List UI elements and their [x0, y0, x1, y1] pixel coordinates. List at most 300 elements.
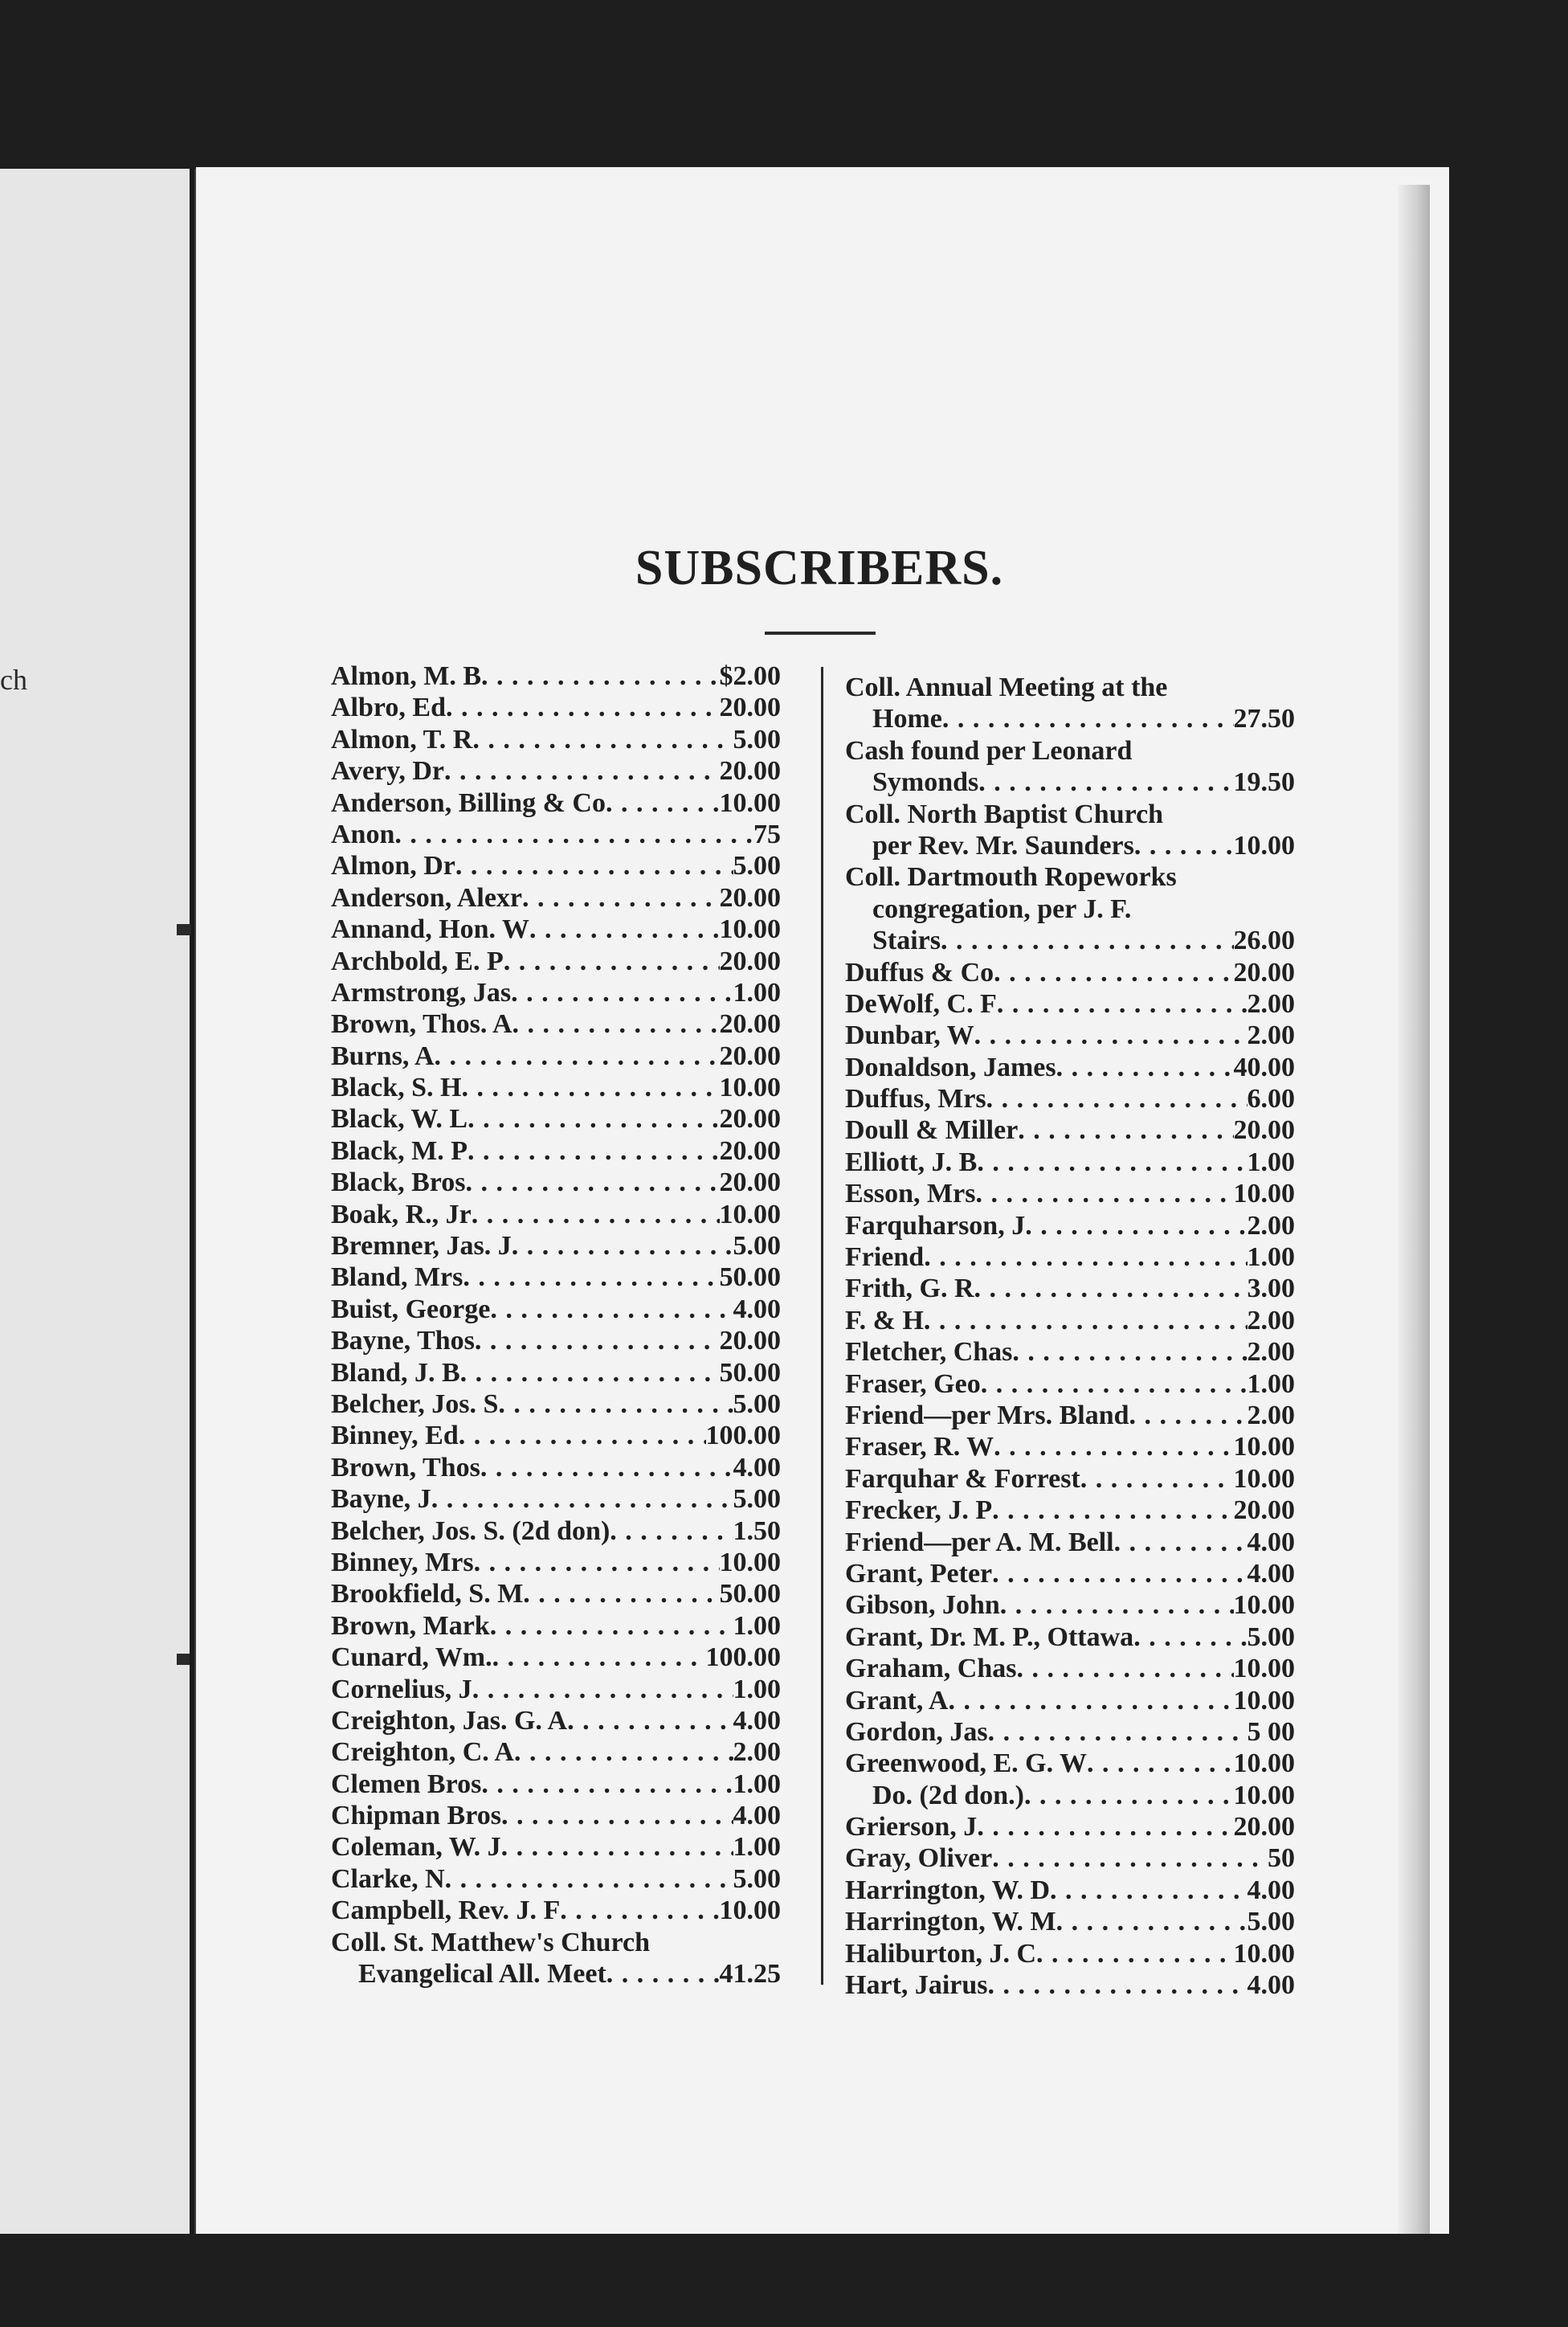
subscriber-name: Clemen Bros	[331, 1769, 482, 1799]
subscription-amount: 41.25	[719, 1959, 781, 1990]
book-gutter-rule	[190, 169, 194, 2234]
dot-leader	[606, 1958, 720, 1990]
page-title: SUBSCRIBERS.	[635, 541, 1004, 595]
dot-leader	[981, 1368, 1247, 1400]
subscriber-name: Coll. St. Matthew's Church	[331, 1927, 650, 1957]
subscriber-name: Donaldson, James	[845, 1052, 1056, 1082]
subscription-amount: 10.00	[1233, 1590, 1295, 1621]
subscriber-name: Campbell, Rev. J. F	[331, 1896, 561, 1926]
subscriber-entry	[845, 1653, 1295, 1684]
subscription-amount: 100.00	[705, 1421, 781, 1451]
subscription-amount: 20.00	[719, 1009, 781, 1040]
subscriber-entry	[331, 1958, 781, 1990]
subscription-amount: 5.00	[733, 1484, 781, 1515]
subscription-amount: 4.00	[733, 1452, 781, 1482]
subscriber-name: Elliott, J. B	[845, 1147, 978, 1177]
subscriber-name: Almon, M. B	[331, 661, 481, 691]
subscriber-entry	[845, 1147, 1295, 1178]
subscription-amount: 2.00	[1247, 1337, 1295, 1368]
dot-leader	[992, 1495, 1233, 1526]
subscriber-name: Brown, Thos. A	[331, 1009, 512, 1040]
dot-leader	[988, 1716, 1247, 1748]
subscriber-entry	[845, 830, 1295, 861]
subscriber-entry	[331, 1072, 781, 1103]
column-divider	[821, 667, 823, 1985]
dot-leader	[475, 1325, 720, 1356]
dot-leader	[522, 882, 720, 914]
subscription-amount: 20.00	[719, 1041, 781, 1071]
subscription-amount: 1.00	[733, 977, 781, 1008]
subscriber-entry	[845, 861, 1295, 893]
subscriber-entry	[845, 957, 1295, 988]
subscriber-name: Do. (2d don.)	[872, 1780, 1024, 1810]
subscriber-column-right	[845, 672, 1295, 2001]
subscription-amount: 20.00	[719, 1135, 781, 1166]
subscriber-name: Anon	[331, 819, 395, 849]
dot-leader	[523, 1578, 719, 1609]
subscriber-name: Grierson, J	[845, 1812, 978, 1842]
subscription-amount: 19.50	[1233, 767, 1295, 798]
film-border-top	[0, 0, 1568, 169]
subscription-amount: 10.00	[1233, 1654, 1295, 1684]
subscription-amount: 10.00	[1233, 1685, 1295, 1716]
dot-leader	[481, 660, 720, 692]
subscriber-entry	[331, 1515, 781, 1547]
dot-leader	[504, 946, 720, 977]
subscriber-entry	[331, 1863, 781, 1895]
subscription-amount: 20.00	[719, 946, 781, 976]
subscription-amount: 1.00	[1247, 1242, 1295, 1273]
subscriber-entry	[845, 703, 1295, 734]
subscriber-entry	[331, 1294, 781, 1325]
subscriber-name: per Rev. Mr. Saunders	[872, 830, 1134, 861]
subscriber-name: Gray, Oliver	[845, 1843, 993, 1874]
subscriber-name: Avery, Dr	[331, 756, 444, 787]
dot-leader	[512, 1008, 720, 1040]
dot-leader	[924, 1241, 1247, 1273]
subscriber-entry	[331, 819, 781, 850]
dot-leader	[512, 1230, 733, 1262]
subscriber-entry	[331, 1041, 781, 1072]
subscriber-entry	[845, 735, 1295, 767]
dot-leader	[460, 1357, 720, 1388]
dot-leader	[977, 1147, 1247, 1178]
subscriber-entry	[331, 1736, 781, 1768]
subscription-amount: 1.50	[733, 1515, 781, 1546]
dot-leader	[472, 1674, 733, 1705]
subscriber-name: Dunbar, W	[845, 1020, 974, 1051]
subscription-amount: 20.00	[719, 756, 781, 787]
subscription-amount: 2.00	[1247, 988, 1295, 1019]
subscription-amount: 4.00	[733, 1801, 781, 1831]
subscriber-name: Brookfield, S. M	[331, 1579, 524, 1609]
subscriber-column-left	[331, 660, 781, 1990]
subscriber-entry	[331, 1135, 781, 1167]
subscriber-entry	[331, 787, 781, 819]
subscriber-name: Creighton, Jas. G. A	[331, 1705, 568, 1736]
subscription-amount: 50.00	[719, 1262, 781, 1293]
subscriber-entry	[845, 1052, 1295, 1083]
dot-leader	[498, 1388, 733, 1420]
dot-leader	[978, 767, 1233, 798]
subscriber-entry	[331, 882, 781, 914]
subscription-amount: 4.00	[1247, 1970, 1295, 2001]
subscriber-entry	[331, 1008, 781, 1040]
subscriber-name: Grant, A	[845, 1685, 949, 1716]
subscription-amount: 50.00	[719, 1357, 781, 1388]
subscriber-name: Harrington, W. M	[845, 1907, 1056, 1937]
subscriber-name: Binney, Ed	[331, 1421, 459, 1451]
subscriber-entry	[845, 1431, 1295, 1462]
dot-leader	[472, 1199, 720, 1230]
subscription-amount: 1.00	[733, 1832, 781, 1863]
subscriber-name: Graham, Chas	[845, 1654, 1017, 1684]
dot-leader	[1133, 1622, 1247, 1653]
subscription-amount: 5.00	[733, 851, 781, 881]
dot-leader	[511, 977, 733, 1008]
subscriber-entry	[845, 799, 1295, 830]
subscriber-name: Duffus & Co	[845, 957, 994, 988]
subscriber-name: Coll. North Baptist Church	[845, 799, 1164, 829]
subscriber-entry	[845, 1716, 1295, 1748]
subscriber-name: Anderson, Alexr	[331, 882, 522, 913]
dot-leader	[455, 850, 733, 881]
subscriber-name: Cash found per Leonard	[845, 735, 1133, 766]
subscriber-entry	[331, 1357, 781, 1388]
subscription-amount: 5 00	[1247, 1716, 1295, 1747]
subscription-amount: 40.00	[1233, 1052, 1295, 1082]
subscriber-entry	[331, 850, 781, 881]
subscriber-name: Belcher, Jos. S. (2d don)	[331, 1515, 610, 1546]
subscription-amount: 10.00	[719, 1547, 781, 1577]
subscriber-name: Symonds	[872, 767, 979, 798]
subscriber-name: Harrington, W. D	[845, 1875, 1051, 1905]
dot-leader	[466, 1167, 720, 1198]
dot-leader	[468, 1135, 720, 1167]
dot-leader	[1056, 1906, 1247, 1937]
subscription-amount: 100.00	[705, 1642, 781, 1673]
subscriber-entry	[845, 1495, 1295, 1526]
subscription-amount: 2.00	[1247, 1210, 1295, 1241]
subscriber-name: Home	[872, 704, 942, 734]
dot-leader	[974, 1273, 1247, 1304]
subscriber-name: Almon, T. R	[331, 724, 473, 755]
subscriber-entry	[331, 1388, 781, 1420]
subscriber-entry	[331, 977, 781, 1008]
subscription-amount: 1.00	[733, 1674, 781, 1704]
subscriber-name: Albro, Ed	[331, 693, 446, 723]
dot-leader	[1134, 830, 1234, 861]
dot-leader	[446, 692, 720, 723]
subscription-amount: 10.00	[1233, 1938, 1295, 1969]
subscription-amount: 10.00	[719, 1896, 781, 1926]
dot-leader	[610, 1515, 733, 1547]
subscriber-entry	[845, 1400, 1295, 1431]
subscriber-name: F. & H	[845, 1305, 924, 1335]
subscriber-entry	[845, 1083, 1295, 1114]
subscriber-entry	[331, 1199, 781, 1230]
subscriber-entry	[331, 1420, 781, 1451]
subscriber-name: DeWolf, C. F	[845, 988, 997, 1019]
subscription-amount: 2.00	[1247, 1020, 1295, 1051]
subscription-amount: 2.00	[1247, 1400, 1295, 1430]
dot-leader	[606, 787, 720, 819]
subscriber-entry	[845, 1463, 1295, 1495]
subscriber-name: Bremner, Jas. J	[331, 1231, 512, 1262]
subscription-amount: 27.50	[1233, 704, 1295, 734]
subscriber-entry	[331, 1705, 781, 1736]
gutter-mark	[177, 924, 191, 935]
dot-leader	[1018, 1114, 1233, 1146]
dot-leader	[463, 1262, 719, 1293]
dot-leader	[492, 1642, 706, 1673]
subscriber-name: Bland, J. B	[331, 1357, 460, 1388]
dot-leader	[431, 1483, 733, 1515]
dot-leader	[459, 1420, 706, 1451]
dot-leader	[994, 1431, 1233, 1462]
title-underline	[765, 632, 876, 635]
dot-leader	[567, 1705, 733, 1736]
subscription-amount: 10.00	[1233, 830, 1295, 861]
subscriber-name: Bland, Mrs	[331, 1262, 463, 1293]
subscriber-entry	[331, 1674, 781, 1705]
subscriber-name: Friend—per A. M. Bell	[845, 1527, 1114, 1557]
subscriber-entry	[331, 1831, 781, 1863]
subscription-amount: 75	[753, 819, 781, 849]
subscriber-name: Haliburton, J. C	[845, 1938, 1037, 1969]
subscription-amount: 26.00	[1233, 926, 1295, 956]
subscriber-name: Grant, Dr. M. P., Ottawa	[845, 1622, 1134, 1652]
subscriber-name: Clarke, N	[331, 1863, 445, 1894]
subscription-amount: 20.00	[719, 1104, 781, 1135]
dot-leader	[942, 703, 1234, 734]
dot-leader	[435, 1041, 720, 1072]
subscriber-name: Gibson, John	[845, 1590, 1000, 1621]
subscriber-name: Cunard, Wm.	[331, 1642, 492, 1673]
subscriber-name: Grant, Peter	[845, 1558, 993, 1589]
subscriber-name: Cornelius, J	[331, 1674, 472, 1704]
subscriber-name: Bayne, J	[331, 1484, 431, 1515]
subscriber-name: Brown, Thos	[331, 1452, 480, 1482]
subscriber-entry	[331, 1895, 781, 1926]
subscriber-entry	[845, 988, 1295, 1020]
subscription-amount: 20.00	[1233, 1812, 1295, 1842]
subscriber-name: Friend	[845, 1242, 925, 1273]
dot-leader	[986, 1083, 1247, 1114]
subscriber-name: Fraser, R. W	[845, 1432, 994, 1462]
subscriber-entry	[331, 1547, 781, 1578]
subscription-amount: 10.00	[1233, 1780, 1295, 1810]
dot-leader	[992, 1558, 1247, 1589]
subscription-amount: 20.00	[1233, 1495, 1295, 1526]
subscriber-name: Belcher, Jos. S	[331, 1388, 499, 1419]
subscriber-name: Archbold, E. P	[331, 946, 504, 976]
dot-leader	[1025, 1210, 1247, 1241]
dot-leader	[514, 1736, 733, 1768]
subscription-amount: 3.00	[1247, 1274, 1295, 1304]
subscription-amount: 5.00	[1247, 1622, 1295, 1652]
dot-leader	[474, 1547, 720, 1578]
subscriber-entry	[845, 1685, 1295, 1716]
subscriber-entry	[331, 1927, 781, 1958]
subscriber-entry	[331, 1103, 781, 1135]
subscription-amount: 20.00	[719, 1326, 781, 1356]
subscriber-name: Black, W. L	[331, 1104, 468, 1135]
dot-leader	[1129, 1400, 1247, 1431]
dot-leader	[1036, 1938, 1233, 1969]
subscriber-name: Stairs	[872, 926, 941, 956]
subscriber-entry	[845, 1906, 1295, 1937]
subscription-amount: 5.00	[733, 1231, 781, 1262]
facing-page-text-fragment: ch	[0, 664, 27, 696]
subscriber-entry	[845, 1210, 1295, 1241]
subscriber-entry	[331, 1610, 781, 1642]
subscriber-entry	[331, 1325, 781, 1356]
subscription-amount: 10.00	[719, 787, 781, 818]
dot-leader	[468, 1103, 719, 1135]
subscription-amount: 1.00	[733, 1769, 781, 1799]
subscriber-name: Gordon, Jas	[845, 1716, 988, 1747]
subscriber-entry	[845, 1780, 1295, 1811]
subscriber-name: Boak, R., Jr	[331, 1199, 472, 1229]
dot-leader	[529, 914, 720, 945]
subscription-amount: 10.00	[1233, 1463, 1295, 1494]
subscriber-name: Coll. Dartmouth Ropeworks	[845, 862, 1177, 893]
subscription-amount: 10.00	[1233, 1748, 1295, 1779]
dot-leader	[490, 1610, 733, 1642]
subscriber-name: Black, S. H	[331, 1073, 462, 1103]
subscription-amount: 10.00	[1233, 1179, 1295, 1209]
subscriber-name: Buist, George	[331, 1294, 491, 1324]
subscription-amount: 5.00	[1247, 1907, 1295, 1937]
dot-leader	[948, 1685, 1233, 1716]
subscriber-name: Farquharson, J	[845, 1210, 1026, 1241]
dot-leader	[1114, 1527, 1247, 1558]
subscriber-name: Burns, A	[331, 1041, 435, 1071]
subscriber-name: Frecker, J. P	[845, 1495, 993, 1526]
subscriber-entry	[331, 1230, 781, 1262]
subscription-amount: 10.00	[1233, 1432, 1295, 1462]
subscription-amount: 5.00	[733, 1863, 781, 1894]
dot-leader	[1000, 1589, 1234, 1621]
dot-leader	[444, 755, 720, 787]
subscription-amount: 50	[1268, 1843, 1295, 1874]
subscriber-name: Armstrong, Jas	[331, 977, 512, 1008]
dot-leader	[1016, 1653, 1233, 1684]
subscription-amount: 4.00	[1247, 1527, 1295, 1557]
subscription-amount: 6.00	[1247, 1084, 1295, 1114]
dot-leader	[1050, 1875, 1247, 1906]
subscriber-name: Duffus, Mrs	[845, 1084, 986, 1114]
subscriber-entry	[845, 1589, 1295, 1621]
dot-leader	[1024, 1780, 1234, 1811]
dot-leader	[975, 1178, 1233, 1209]
subscription-amount: 50.00	[719, 1579, 781, 1609]
subscriber-entry	[845, 1241, 1295, 1273]
dot-leader	[461, 1072, 719, 1103]
subscriber-name: Chipman Bros	[331, 1801, 501, 1831]
subscriber-name: Hart, Jairus	[845, 1970, 988, 2001]
subscription-amount: 5.00	[733, 1388, 781, 1419]
subscriber-name: Black, M. P	[331, 1135, 468, 1166]
dot-leader	[501, 1831, 733, 1863]
subscriber-entry	[845, 1336, 1295, 1368]
dot-leader	[997, 988, 1247, 1020]
subscription-amount: 4.00	[733, 1705, 781, 1736]
subscriber-entry	[845, 1811, 1295, 1842]
dot-leader	[1056, 1052, 1234, 1083]
facing-page	[0, 169, 191, 2234]
subscriber-entry	[845, 1842, 1295, 1874]
dot-leader	[394, 819, 753, 850]
subscriber-entry	[845, 1938, 1295, 1969]
subscriber-entry	[845, 1020, 1295, 1051]
subscriber-entry	[331, 1452, 781, 1483]
dot-leader	[941, 925, 1234, 956]
subscription-amount: 10.00	[719, 914, 781, 945]
dot-leader	[480, 1452, 733, 1483]
dot-leader	[974, 1020, 1247, 1051]
subscriber-entry	[331, 692, 781, 723]
subscription-amount: 10.00	[719, 1199, 781, 1229]
subscriber-entry	[331, 1800, 781, 1831]
subscription-amount: 20.00	[719, 693, 781, 723]
subscription-amount: 20.00	[1233, 1115, 1295, 1146]
subscriber-name: Coll. Annual Meeting at the	[845, 673, 1168, 702]
film-border-right	[1449, 0, 1568, 2327]
subscriber-entry	[331, 946, 781, 977]
dot-leader	[490, 1294, 733, 1325]
subscriber-entry	[331, 1769, 781, 1800]
subscriber-entry	[331, 1578, 781, 1609]
subscriber-entry	[331, 914, 781, 945]
subscriber-entry	[331, 660, 781, 692]
subscription-amount: 20.00	[719, 882, 781, 913]
page-edge-shadow	[1398, 185, 1430, 2234]
subscriber-entry	[845, 1114, 1295, 1146]
subscriber-entry	[845, 1178, 1295, 1209]
subscription-amount: 2.00	[1247, 1305, 1295, 1335]
subscription-amount: 1.00	[1247, 1147, 1295, 1177]
dot-leader	[501, 1800, 733, 1831]
gutter-mark	[177, 1654, 190, 1665]
subscriber-entry	[331, 755, 781, 787]
subscriber-entry	[331, 724, 781, 755]
subscription-amount: $2.00	[719, 661, 781, 691]
dot-leader	[445, 1863, 733, 1895]
subscriber-entry	[845, 1527, 1295, 1558]
film-border-bottom	[0, 2234, 1568, 2327]
subscription-amount: 1.00	[1247, 1368, 1295, 1399]
subscriber-entry	[331, 1167, 781, 1198]
subscriber-name: Doull & Miller	[845, 1115, 1019, 1146]
subscriber-name: Black, Bros	[331, 1168, 466, 1198]
subscription-amount: 4.00	[1247, 1875, 1295, 1905]
subscription-amount: 2.00	[733, 1737, 781, 1768]
subscriber-name: Greenwood, E. G. W	[845, 1748, 1087, 1779]
subscriber-entry	[845, 1273, 1295, 1304]
subscriber-name: Annand, Hon. W	[331, 914, 529, 945]
subscriber-name: Fraser, Geo	[845, 1368, 981, 1399]
dot-leader	[481, 1769, 733, 1800]
subscriber-name: Farquhar & Forrest	[845, 1463, 1080, 1494]
subscriber-name: congregation, per J. F.	[872, 894, 1132, 924]
subscriber-entry	[845, 1305, 1295, 1336]
subscriber-entry	[845, 1622, 1295, 1653]
subscriber-name: Esson, Mrs	[845, 1179, 976, 1209]
subscriber-entry	[845, 1748, 1295, 1779]
subscriber-entry	[331, 1642, 781, 1673]
